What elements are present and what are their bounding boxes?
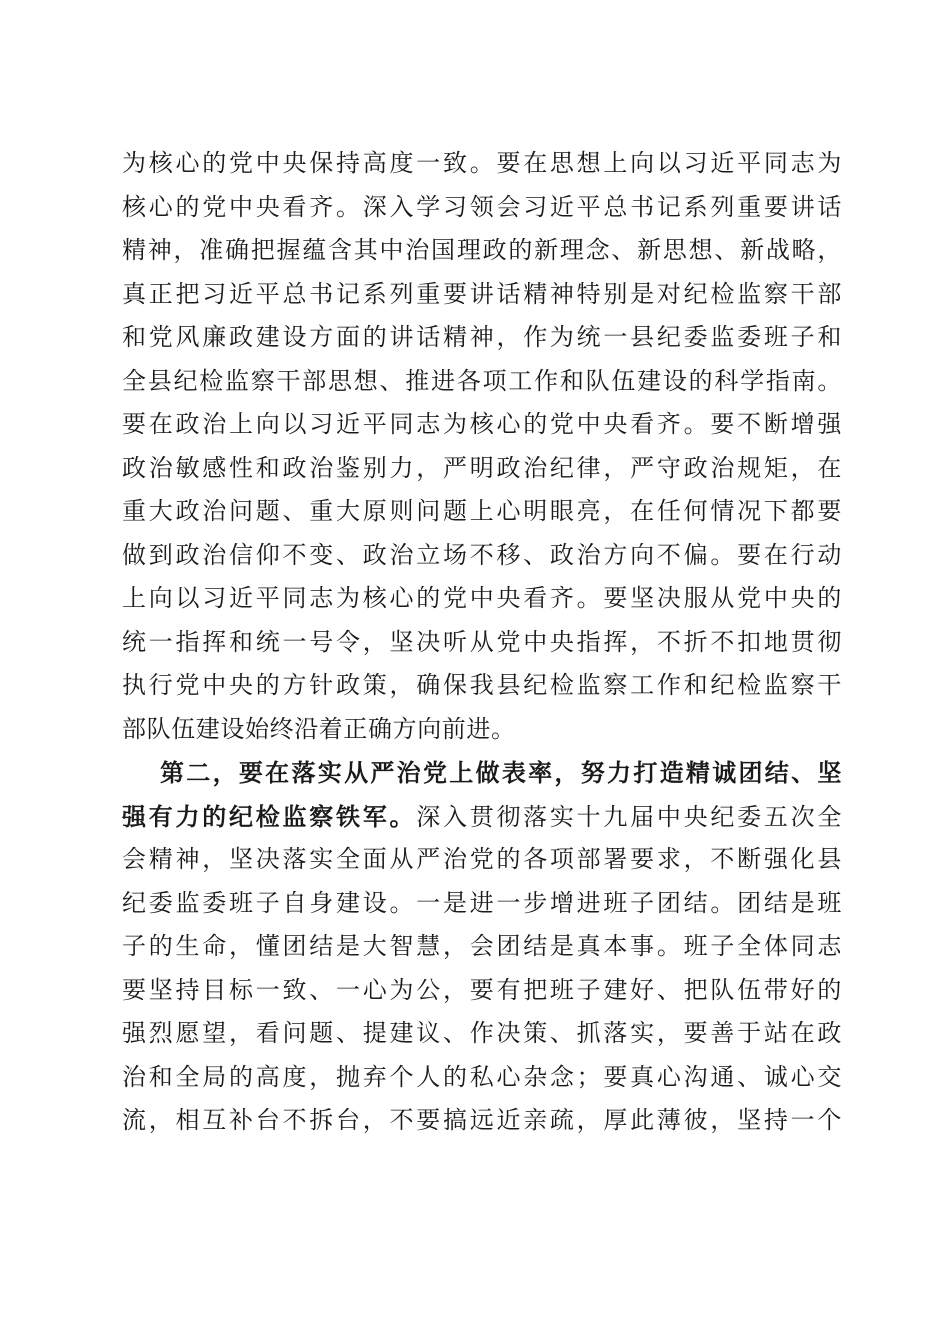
text-line: 子的生命，懂团结是大智慧，会团结是真本事。班子全体同志	[122, 932, 842, 960]
text-line: 上向以习近平同志为核心的党中央看齐。要坚决服从党中央的	[122, 584, 842, 612]
text-line: 政治敏感性和政治鉴别力，严明政治纪律，严守政治规矩，在	[122, 453, 842, 482]
text-line: 做到政治信仰不变、政治立场不移、政治方向不偏。要在行动	[122, 540, 842, 569]
text-line	[122, 795, 842, 839]
text-line: 要坚持目标一致、一心为公，要有把班子建好、把队伍带好的	[122, 975, 842, 1004]
text-segment: 深入贯彻落实十九届中央纪委五次全	[416, 802, 842, 831]
text-line: 精神，准确把握蕴含其中治国理政的新理念、新思想、新战略，	[122, 236, 842, 264]
text-line: 部队伍建设始终沿着正确方向前进。	[122, 714, 516, 743]
text-line: 为核心的党中央保持高度一致。要在思想上向以习近平同志为	[122, 149, 842, 177]
paragraph-1	[122, 142, 842, 751]
text-line: 强烈愿望，看问题、提建议、作决策、抓落实，要善于站在政	[122, 1019, 842, 1047]
document-body	[122, 142, 842, 1143]
text-line: 全县纪检监察干部思想、推进各项工作和队伍建设的科学指南。	[122, 366, 842, 395]
text-line: 要在政治上向以习近平同志为核心的党中央看齐。要不断增强	[122, 410, 842, 438]
text-line: 和党风廉政建设方面的讲话精神，作为统一县纪委监委班子和	[122, 323, 842, 351]
text-line: 统一指挥和统一号令，坚决听从党中央指挥，不折不扣地贯彻	[122, 627, 842, 656]
paragraph-lead-heading: 第二，要在落实从严治党上做表率，努力打造精诚团结、坚	[160, 758, 842, 787]
text-line: 流，相互补台不拆台，不要搞远近亲疏，厚此薄彼，坚持一个	[122, 1106, 842, 1134]
text-line: 核心的党中央看齐。深入学习领会习近平总书记系列重要讲话	[122, 192, 842, 221]
paragraph-lead-heading-continued: 强有力的纪检监察铁军。	[122, 801, 417, 831]
paragraph-2	[122, 751, 842, 1143]
text-line: 会精神，坚决落实全面从严治党的各项部署要求，不断强化县	[122, 845, 842, 873]
text-line: 执行党中央的方针政策，确保我县纪检监察工作和纪检监察干	[122, 671, 842, 699]
text-line: 治和全局的高度，抛弃个人的私心杂念；要真心沟通、诚心交	[122, 1062, 842, 1091]
text-line: 纪委监委班子自身建设。一是进一步增进班子团结。团结是班	[122, 888, 842, 917]
text-line: 重大政治问题、重大原则问题上心明眼亮，在任何情况下都要	[122, 497, 842, 525]
text-line: 真正把习近平总书记系列重要讲话精神特别是对纪检监察干部	[122, 279, 842, 308]
